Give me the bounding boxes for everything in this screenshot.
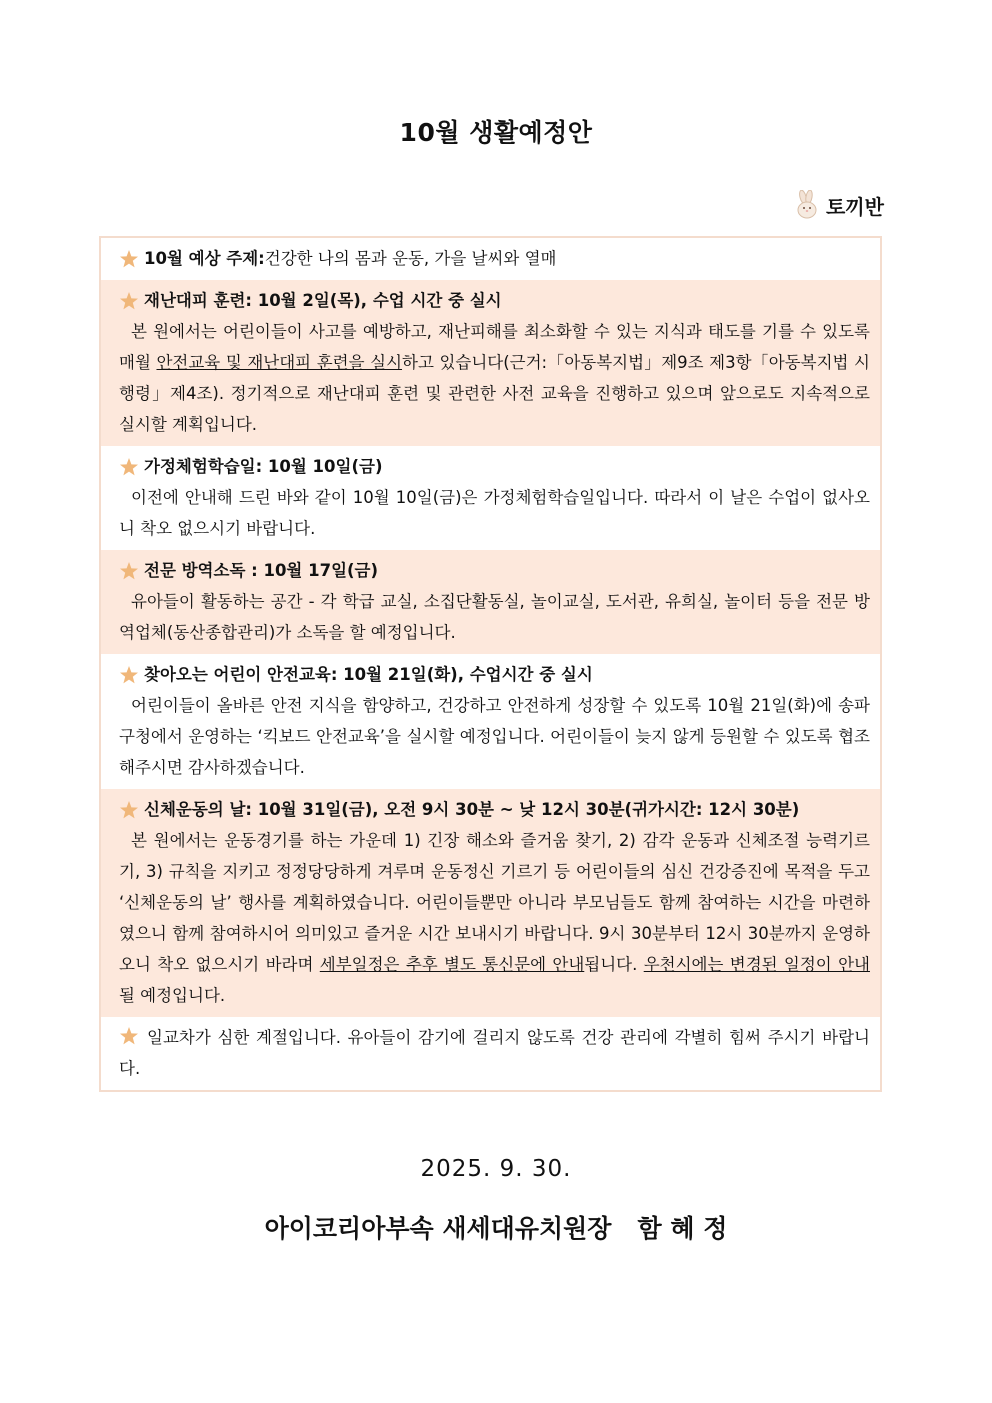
closing-note-text: 일교차가 심한 계절입니다. 유아들이 감기에 걸리지 않도록 건강 관리에 각별히 힘써 주시기 바랍니다. bbox=[119, 1028, 870, 1078]
theme-line bbox=[119, 243, 870, 274]
section-heading-text: 신체운동의 날: 10월 31일(금), 오전 9시 30분 ~ 낮 12시 30분(귀가시간: 12시 30분) bbox=[144, 800, 800, 819]
notice-box bbox=[99, 236, 882, 1092]
closing-note-section bbox=[101, 1017, 880, 1090]
star-icon bbox=[119, 457, 139, 477]
theme-label: 10월 예상 주제: bbox=[144, 249, 265, 268]
section-text: 본 원에서는 어린이들이 사고를 예방하고, 재난피해를 최소화할 수 있는 지식과 태도를 기를 수 있도록 매월 bbox=[119, 322, 870, 372]
document-date: 2025. 9. 30. bbox=[420, 1156, 572, 1182]
section-heading bbox=[119, 659, 870, 690]
underlined-text: 안전교육 및 재난대피 훈련을 실시 bbox=[156, 353, 403, 372]
underlined-text: 우천시에는 변경된 일정이 안내 bbox=[643, 955, 870, 974]
section-heading bbox=[119, 285, 870, 316]
star-icon bbox=[119, 291, 139, 311]
section-heading bbox=[119, 794, 870, 825]
safety-education-section bbox=[101, 654, 880, 789]
section-heading-text: 찾아오는 어린이 안전교육: 10월 21일(화), 수업시간 중 실시 bbox=[144, 665, 593, 684]
section-text: 될 예정입니다. bbox=[119, 986, 226, 1005]
page-title: 10월 생활예정안 bbox=[399, 118, 593, 147]
section-heading bbox=[119, 555, 870, 586]
theme-section bbox=[101, 238, 880, 280]
disinfection-section bbox=[101, 550, 880, 654]
star-icon bbox=[119, 665, 139, 685]
closing-note bbox=[119, 1022, 870, 1084]
class-name: 토끼반 bbox=[826, 194, 884, 219]
section-body: 어린이들이 올바른 안전 지식을 함양하고, 건강하고 안전하게 성장할 수 있도록 10월 21일(화)에 송파구청에서 운영하는 ‘킥보드 안전교육’을 실시할 예정입니다. 어린이들이 늦지 않게 등원할 수 있도록 협조해주시면 감사하겠습니다. bbox=[119, 696, 870, 777]
theme-value: 건강한 나의 몸과 운동, 가을 날씨와 열매 bbox=[264, 249, 557, 268]
star-icon bbox=[119, 800, 139, 820]
section-heading-text: 전문 방역소독 : 10월 17일(금) bbox=[144, 561, 379, 580]
section-body: 유아들이 활동하는 공간 - 각 학급 교실, 소집단활동실, 놀이교실, 도서관, 유희실, 놀이터 등을 전문 방역업체(동산종합관리)가 소독을 할 예정입니다. bbox=[119, 592, 870, 642]
underlined-text: 세부일정은 추후 별도 통신문에 안내 bbox=[319, 955, 585, 974]
evacuation-section bbox=[101, 280, 880, 446]
sports-day-section bbox=[101, 789, 880, 1017]
section-body bbox=[119, 316, 870, 440]
signature: 아이코리아부속 새세대유치원장 함 혜 정 bbox=[264, 1214, 728, 1243]
section-heading bbox=[119, 451, 870, 482]
section-text: 됩니다. bbox=[584, 955, 644, 974]
class-label bbox=[792, 190, 884, 220]
section-body bbox=[119, 825, 870, 1011]
star-icon bbox=[119, 249, 139, 269]
star-icon bbox=[119, 1026, 139, 1046]
section-heading-text: 재난대피 훈련: 10월 2일(목), 수업 시간 중 실시 bbox=[144, 291, 502, 310]
star-icon bbox=[119, 561, 139, 581]
home-learning-section bbox=[101, 446, 880, 550]
rabbit-icon bbox=[792, 190, 822, 220]
section-heading-text: 가정체험학습일: 10월 10일(금) bbox=[144, 457, 383, 476]
section-body: 이전에 안내해 드린 바와 같이 10월 10일(금)은 가정체험학습일입니다. 따라서 이 날은 수업이 없사오니 착오 없으시기 바랍니다. bbox=[119, 488, 870, 538]
section-text: 본 원에서는 운동경기를 하는 가운데 1) 긴장 해소와 즐거움 찾기, 2) 감각 운동과 신체조절 능력기르기, 3) 규칙을 지키고 정정당당하게 겨루며 운동정신 기르기 등 어린이들의 심신 건강증진에 목적을 두고 ‘신체운동의 날’ 행사를 계획하였습니다. 어린이들뿐만 아니라 부모님들도 함께 참여하는 시간을 마련하였으니 함께 참여하시어 의미있고 즐거운 시간 보내시기 바랍니다. 9시 30분부터 12시 30분까지 운영하오니 착오 없으시기 바라며 bbox=[119, 831, 870, 974]
section-text: 하고 있습니다(근거:「아동복지법」제9조 제3항「아동복지법 시행령」제4조). 정기적으로 재난대피 훈련 및 관련한 사전 교육을 진행하고 있으며 앞으로도 지속적으로 실시할 계획입니다. bbox=[119, 353, 870, 434]
